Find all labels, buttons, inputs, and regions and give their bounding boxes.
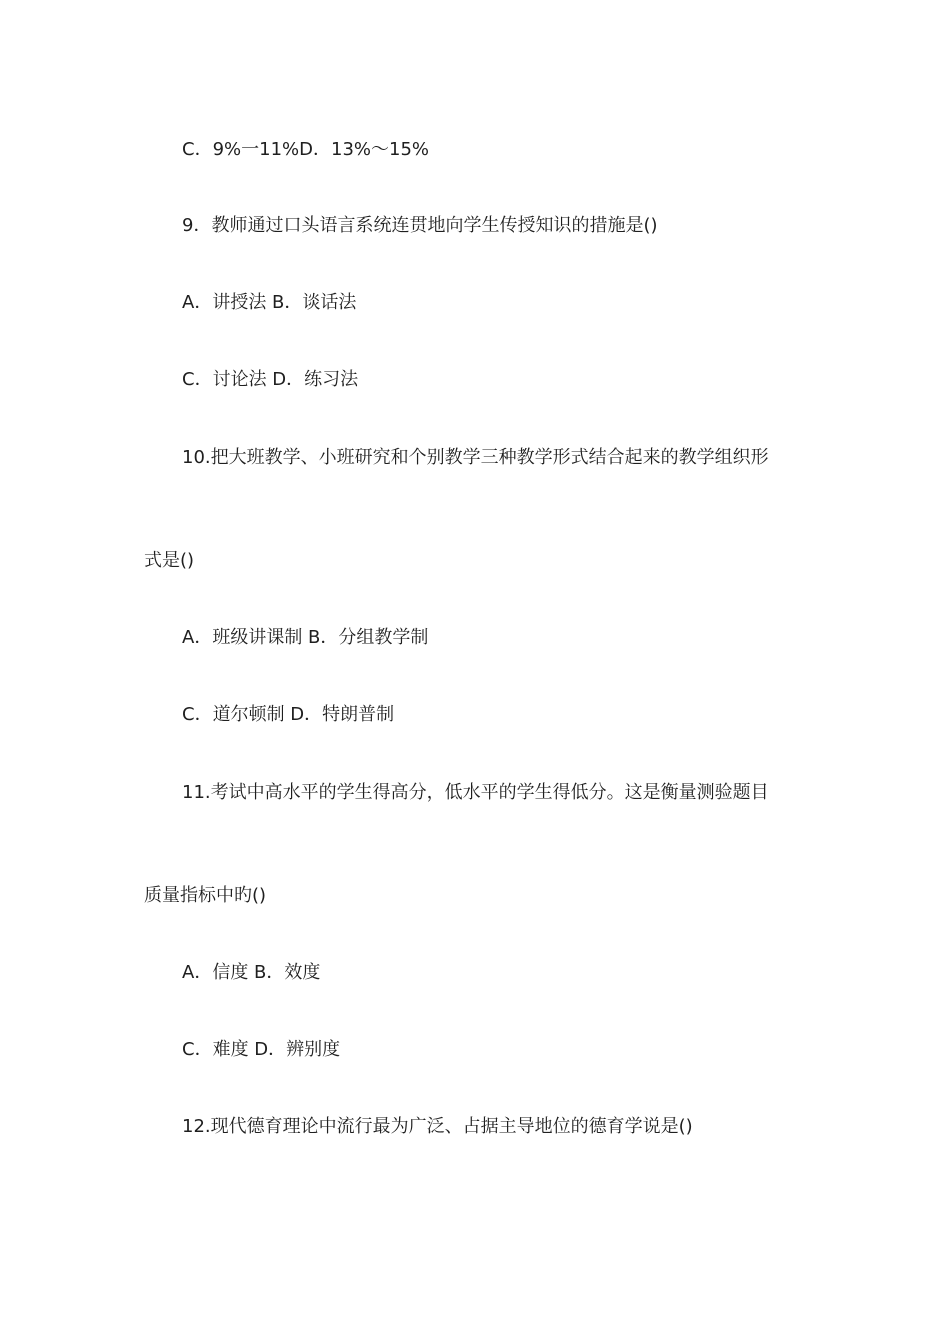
answer-options-line: C．道尔顿制 D．特朗普制 xyxy=(182,704,395,725)
question-10: 10.把大班教学、小班研究和个别教学三种教学形式结合起来的教学组织形 xyxy=(182,447,769,468)
answer-options-line: A．信度 B．效度 xyxy=(182,962,321,983)
question-12: 12.现代德育理论中流行最为广泛、占据主导地位的德育学说是() xyxy=(182,1116,693,1137)
question-11-continuation: 质量指标中旳() xyxy=(144,885,267,906)
question-10-continuation: 式是() xyxy=(144,550,195,571)
answer-options-line: C．讨论法 D．练习法 xyxy=(182,369,359,390)
answer-options-line: C．难度 D．辨别度 xyxy=(182,1039,341,1060)
question-11: 11.考试中高水平的学生得高分，低水平的学生得低分。这是衡量测验题目 xyxy=(182,782,769,803)
answer-options-line: C．9%一11%D．13%～15% xyxy=(182,139,430,160)
answer-options-line: A．讲授法 B．谈话法 xyxy=(182,292,357,313)
answer-options-line: A．班级讲课制 B．分组教学制 xyxy=(182,627,429,648)
question-9: 9．教师通过口头语言系统连贯地向学生传授知识的措施是() xyxy=(182,215,658,236)
